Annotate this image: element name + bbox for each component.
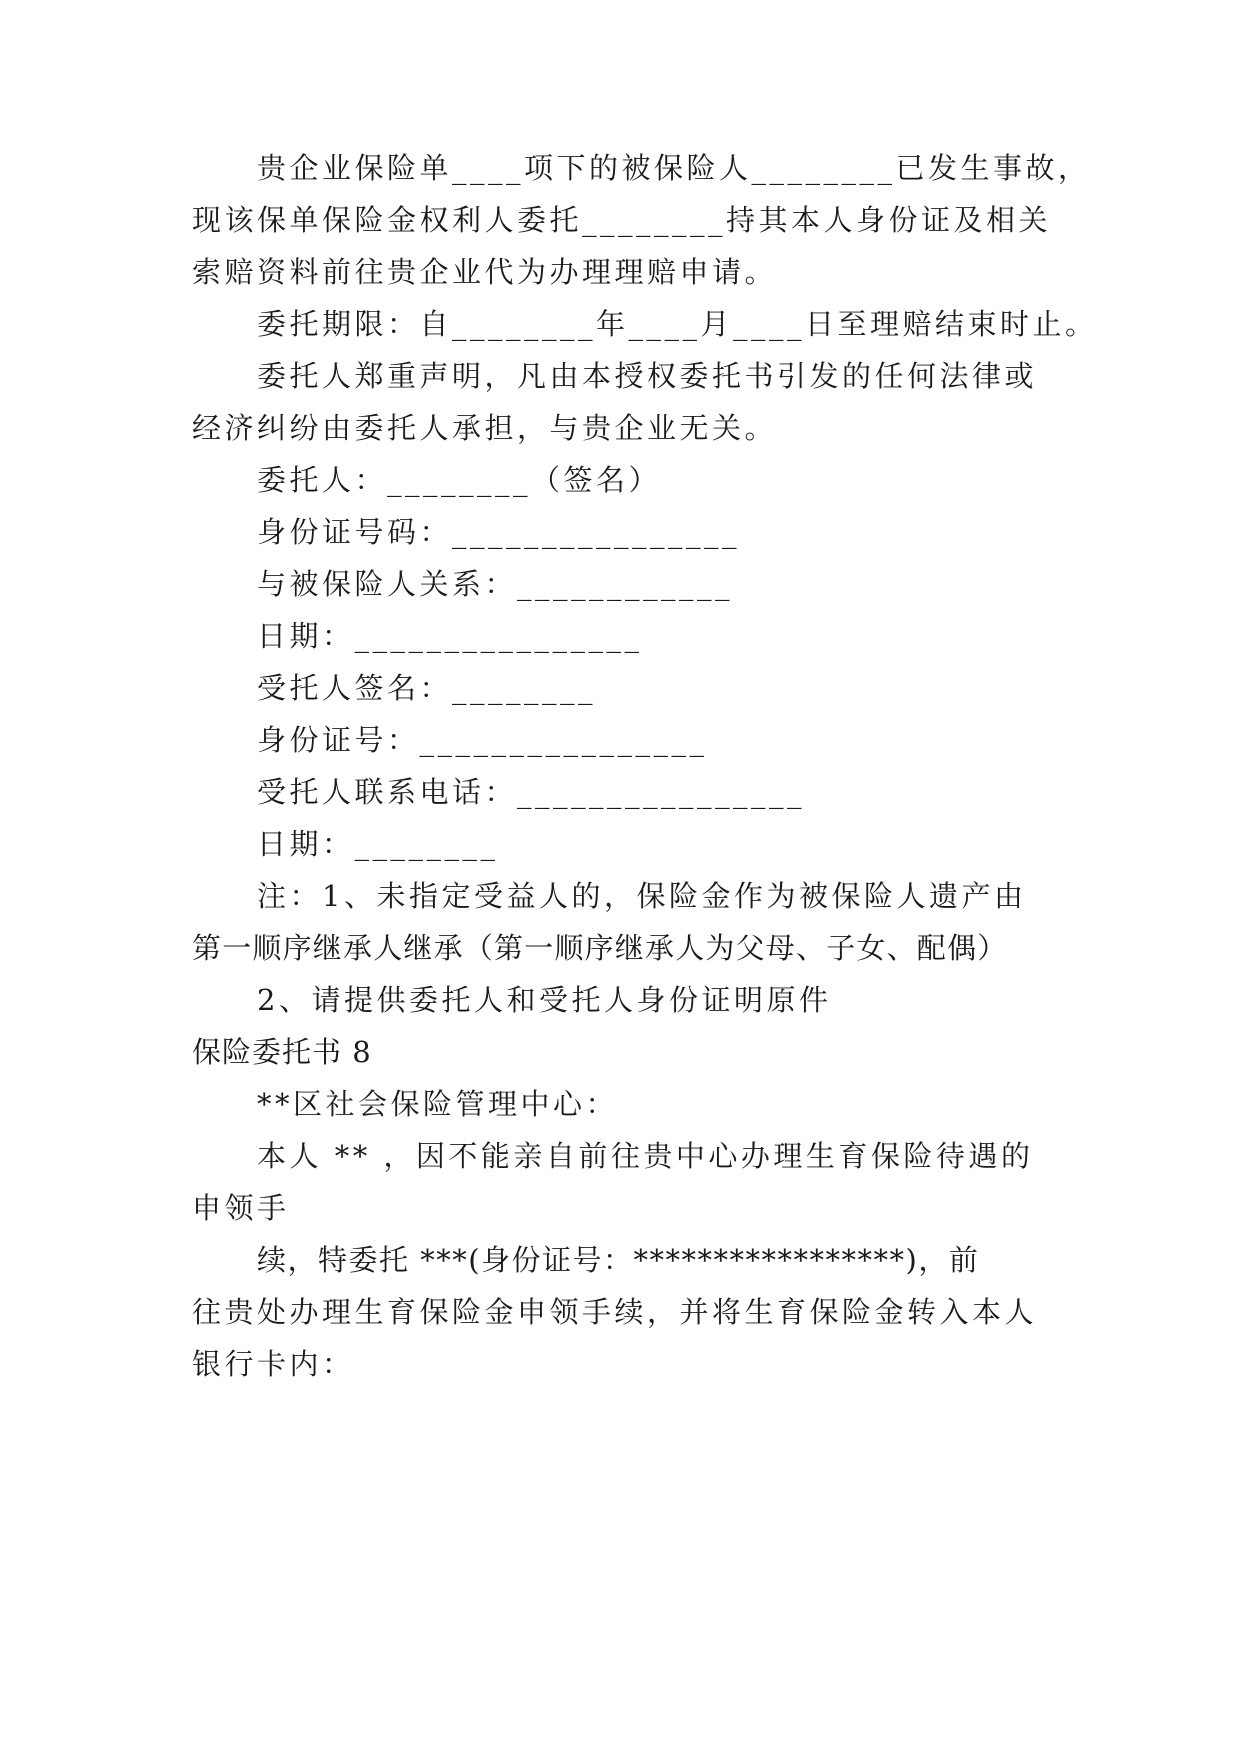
- date-field: 日期：________________: [257, 619, 643, 653]
- letter-line: 续，特委托 ***(身份证号：*****************)，前: [257, 1243, 980, 1277]
- note-line: 第一顺序继承人继承（第一顺序继承人为父母、子女、配偶）: [192, 931, 1008, 965]
- date-field: 日期：________: [257, 827, 499, 861]
- letter-line: 申领手: [192, 1191, 290, 1225]
- addressee-line: **区社会保险管理中心：: [257, 1087, 619, 1121]
- agent-phone-field: 受托人联系电话：________________: [257, 775, 806, 809]
- paragraph-line: 索赔资料前往贵企业代为办理理赔申请。: [192, 255, 778, 289]
- letter-line: 本人 ** ，因不能亲自前往贵中心办理生育保险待遇的: [257, 1139, 1034, 1173]
- note-line: 注：1、未指定受益人的，保险金作为被保险人遗产由: [257, 879, 1027, 913]
- period-line: 委托期限：自________年____月____日至理赔结束时止。: [257, 307, 1098, 341]
- letter-line: 银行卡内：: [192, 1347, 355, 1381]
- principal-field: 委托人：________（签名）: [257, 463, 662, 497]
- declaration-line: 经济纠纷由委托人承担，与贵企业无关。: [192, 411, 778, 445]
- section-title: 保险委托书 8: [192, 1035, 372, 1069]
- note-line: 2、请提供委托人和受托人身份证明原件: [257, 983, 832, 1017]
- paragraph-line: 贵企业保险单____项下的被保险人________已发生事故，: [257, 151, 1091, 185]
- letter-line: 往贵处办理生育保险金申领手续，并将生育保险金转入本人: [192, 1295, 1038, 1329]
- agent-signature-field: 受托人签名：________: [257, 671, 597, 705]
- id-number-field: 身份证号码：________________: [257, 515, 741, 549]
- paragraph-line: 现该保单保险金权利人委托________持其本人身份证及相关: [192, 203, 1052, 237]
- relation-field: 与被保险人关系：____________: [257, 567, 734, 601]
- agent-id-field: 身份证号：________________: [257, 723, 708, 757]
- declaration-line: 委托人郑重声明，凡由本授权委托书引发的任何法律或: [257, 359, 1038, 393]
